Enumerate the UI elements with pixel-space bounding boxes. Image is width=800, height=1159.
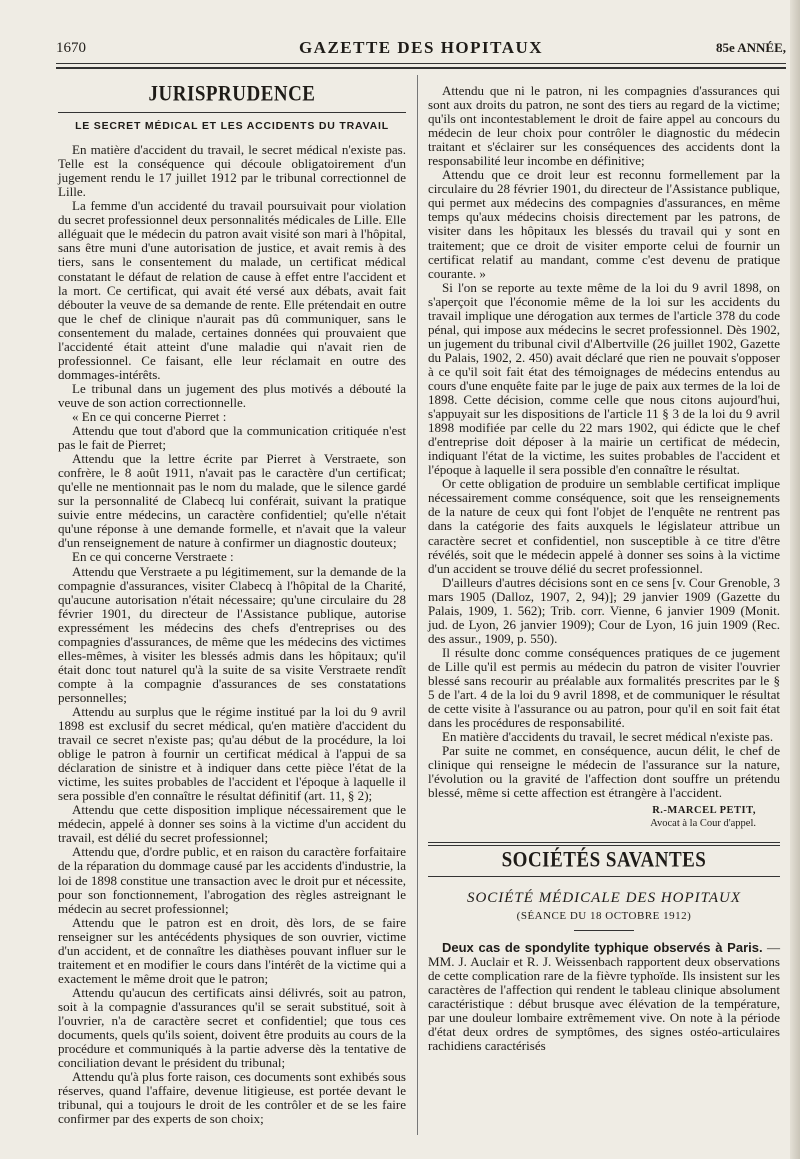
paragraph: Attendu que cette disposition implique nécessairement que le médecin, appelé à donner ses soins à la victime d'un accident du travail, est délié du secret professionnel; (58, 802, 406, 846)
paragraph: Attendu que ni le patron, ni les compagnies d'assurances qui sont aux droits du patron, ne sont des tiers au regard de la victime; qu'ils ont incontestablement le droit de faire appel au concours du médecin de leur choix pour contrôler le diagnostic du médecin traitant et s'éclairer sur les conséquences des accidents dont la responsabilité leur incombe en définitive; (428, 83, 780, 169)
left-column (58, 84, 406, 1126)
society-name: SOCIÉTÉ MÉDICALE DES HOPITAUX (466, 890, 742, 907)
paragraph: Par suite ne commet, en conséquence, aucun délit, le chef de clinique qui renseigne le médecin de l'assurance sur la nature, l'évolution ou la gravité de l'affection dont souffre un prétendu blessé, même si cette affection est étrangère à l'accident. (428, 743, 780, 801)
paper-title: Deux cas de spondylite typhique observés à Paris. (442, 939, 763, 955)
paragraph: La femme d'un accidenté du travail poursuivait pour violation du secret professionnel deux personnalités médicales de Lille. Elle alléguait que le médecin du patron avait visité son mari à l'hôpital, sans être muni d'une autorisation de justice, et avait remis à des tiers, sans le consentement du malade, un certificat médical constatant le défaut de relation de cause à effet entre l'accident et la mort. Ce certificat, qui avait été versé aux débats, avait fait débouter la veuve de sa demande de rente. Elle prétendait en outre que le chef de clinique n'aurait pas dû communiquer, sans le consentement du malade, certaines données qui prouvaient que l'accidenté était atteint d'une maladie qui n'avait rien de professionnel. Ce faisant, elle leur réclamait en outre des dommages-intérêts. (58, 198, 406, 382)
right-column (428, 84, 780, 1053)
paragraph: Attendu que, d'ordre public, et en raison du caractère forfaitaire de la réparation du dommage causé par les accidents d'industrie, la loi de 1898 constitue une transaction avec le droit pur et nécessite, pour son fonctionnement, l'abrogation des règles astreignant le médecin au secret professionnel; (58, 844, 406, 916)
paragraph: D'ailleurs d'autres décisions sont en ce sens [v. Cour Grenoble, 3 mars 1905 (Dalloz, 1907, 2, 94)]; 29 janvier 1909 (Gazette du Palais, 1909, 1. 562); Trib. corr. Vienne, 6 janvier 1909 (Monit. jud. de Lyon, 26 janvier 1909); Cour de Lyon, 16 juin 1909 (Rec. des assur., 1909, p. 550). (428, 574, 780, 646)
paper-body: — MM. J. Auclair et R. J. Weissenbach rapportent deux observations de cette complication rare de la fièvre typhoïde. Ils insistent sur les caractères de l'affection qui rendent le tableau clinique absolument caractéristique : début brusque avec élévation de la température, par une douleur lombaire extrêmement vive. On note à la période d'état deux ordres de symptômes, des signes ostéo-articulaires rachidiens caractérisés (428, 939, 780, 1053)
author-signature (428, 804, 780, 830)
page-header (56, 36, 786, 58)
header-rule (56, 63, 786, 69)
paragraph: Le tribunal dans un jugement des plus motivés a débouté la veuve de son action correctionnelle. (58, 380, 406, 410)
article-subheading: LE SECRET MÉDICAL ET LES ACCIDENTS DU TRAVAIL (75, 120, 389, 133)
paragraph: Attendu que le patron est en droit, dès lors, de se faire renseigner sur les antécédents physiques de son ouvrier, victime d'un accident, et de connaître les diathèses pouvant influer sur le traitement et en modifier le cours dans l'intérêt de la victime qui a exactement le même droit que le patron; (58, 914, 406, 986)
year-label: 85e ANNÉE, (715, 40, 786, 55)
paragraph: Attendu au surplus que le régime institué par la loi du 9 avril 1898 est exclusif du secret médical, qu'en matière d'accident du travail ce secret n'existe pas; qu'au début de la procédure, la loi oblige le patron à fournir un certificat médical à l'appui de sa déclaration de sinistre et à indiquer dans cette pièce l'état de la victime, les suites probables de l'accident et l'époque à laquelle il sera possible d'en connaître le résultat définitif (art. 11, § 2); (58, 703, 406, 804)
paragraph: Attendu que Verstraete a pu légitimement, sur la demande de la compagnie d'assurances, visiter Clabecq à l'hôpital de la Charité, qu'aucune autorisation n'était nécessaire; qu'une circulaire du 28 février 1901, du directeur de l'Assistance publique, autorise expressément les médecins des chefs d'entreprises ou des compagnies d'assurances, de même que les médecins des victimes elles-mêmes, à visiter les blessés admis dans les hôpitaux; qu'il était donc tout naturel qu'à la suite de sa visite Verstraete rendît compte à la compagnie d'assurances de ses constatations personnelles; (58, 563, 406, 705)
paragraph: Si l'on se reporte au texte même de la loi du 9 avril 1898, on s'aperçoit que l'économie même de la loi sur les accidents du travail implique une dérogation aux termes de l'article 378 du code pénal, qui impose aux médecins le secret professionnel. Dès 1902, un jugement du tribunal civil d'Albertville (26 juillet 1902, Gazette du Palais, 1902, 2. 450) avait déclaré que rien ne pouvait s'opposer à ce qu'il soit fait état des témoignages de médecins entendus au cours d'une enquête faite par le juge de paix aux termes de la loi de 1898. Cette décision, comme celle que nous citons aujourd'hui, s'appuyait sur les dispositions de l'article 11 § 3 de la loi du 9 avril 1898 modifiée par celle du 22 mars 1902, qui édicte que le chef d'entreprise doit déposer à la mairie un certificat de médecin, indiquant l'état de la victime, les suites probables de l'accident et l'époque à laquelle il sera possible d'en connaître le résultat. (428, 279, 780, 478)
signature-name: R.-MARCEL PETIT, (652, 805, 756, 817)
section-rule (58, 112, 406, 113)
column-separator (417, 75, 418, 1135)
journal-title: GAZETTE DES HOPITAUX (298, 38, 544, 57)
section-title-jurisprudence: JURISPRUDENCE (148, 82, 316, 107)
session-date: (SÉANCE DU 18 OCTOBRE 1912) (516, 910, 692, 923)
paragraph: En matière d'accident du travail, le secret médical n'existe pas. Telle est la conséquence qui découle obligatoirement d'un jugement rendu le 17 juillet 1912 par le tribunal correctionnel de Lille. (58, 142, 406, 200)
paragraph: Or cette obligation de produire un semblable certificat implique nécessairement comme conséquence, soit que les renseignements de la nature de ceux qui font l'objet de l'enquête ne rentrent pas dans la catégorie des faits auxquels le législateur attribue un caractère secret et confidentiel, non susceptible à ce titre d'être révélés, soit que le médecin appelé à donner ses soins à la victime d'un accident se trouve délié du secret professionnel. (428, 476, 780, 576)
paragraph: Attendu que tout d'abord que la communication critiquée n'est pas le fait de Pierret; (58, 423, 406, 453)
short-rule (574, 930, 634, 931)
paragraph: En ce qui concerne Verstraete : (72, 549, 234, 565)
paragraph: Attendu que la lettre écrite par Pierret à Verstraete, son confrère, le 8 août 1911, n'avait pas le caractère d'un certificat; qu'elle ne mentionnait pas le nom du malade, que le silence gardé sur la personnalité de Clabecq lui conférait, suivant la pratique suivie entre médecins, un caractère confidentiel; qu'elle n'était qu'une réponse à une demande formelle, et n'avait que la valeur d'un renseignement de nature à confirmer un diagnostic douteux; (58, 451, 406, 551)
paragraph: En matière d'accidents du travail, le secret médical n'existe pas. (442, 729, 774, 745)
page-spine-shadow (790, 0, 800, 1159)
section-rule (428, 876, 780, 877)
section-title-societes: SOCIÉTÉS SAVANTES (501, 848, 707, 873)
paper-paragraph (428, 941, 780, 1053)
page-number: 1670 (56, 40, 86, 56)
paragraph: Il résulte donc comme conséquences pratiques de ce jugement de Lille qu'il est permis au médecin du patron de visiter l'ouvrier blessé sans recourir au préalable aux formalités prescrites par le § 5 de l'art. 4 de la loi du 9 avril 1898, et de communiquer le résultat de cette visite à l'assurance ou au patron, pour qu'il en soit fait état dans les procédures de responsabilité. (428, 644, 780, 731)
paragraph: Attendu que ce droit leur est reconnu formellement par la circulaire du 28 février 1901, du directeur de l'Assistance publique, qui permet aux médecins des compagnies d'assurances, en même temps qu'aux médecins choisis directement par les patrons, de visiter dans les hôpitaux les blessés du travail qui y sont en traitement; que ce droit de visiter emporte celui de fournir un certificat relatif au mandant, comme c'est devenu de pratique courante. » (428, 167, 780, 281)
paragraph: « En ce qui concerne Pierret : (72, 408, 227, 424)
signature-role: Avocat à la Cour d'appel. (650, 818, 756, 830)
section-divider (428, 842, 780, 846)
paragraph: Attendu qu'à plus forte raison, ces documents sont exhibés sous réserves, quand l'affaire, devenue litigieuse, est portée devant le tribunal, qui a toujours le droit de les contrôler et de se les faire confirmer par des experts de son choix; (58, 1069, 406, 1127)
paragraph: Attendu qu'aucun des certificats ainsi délivrés, soit au patron, soit à la compagnie d'assurances qu'il se serait substitué, soit à l'ouvrier, n'a de caractère secret et confidentiel; que tous ces documents, quels qu'ils soient, doivent être produits au cours de la procédure et communiqués à la partie adverse dès la tentative de conciliation devant le président du tribunal; (58, 984, 406, 1071)
